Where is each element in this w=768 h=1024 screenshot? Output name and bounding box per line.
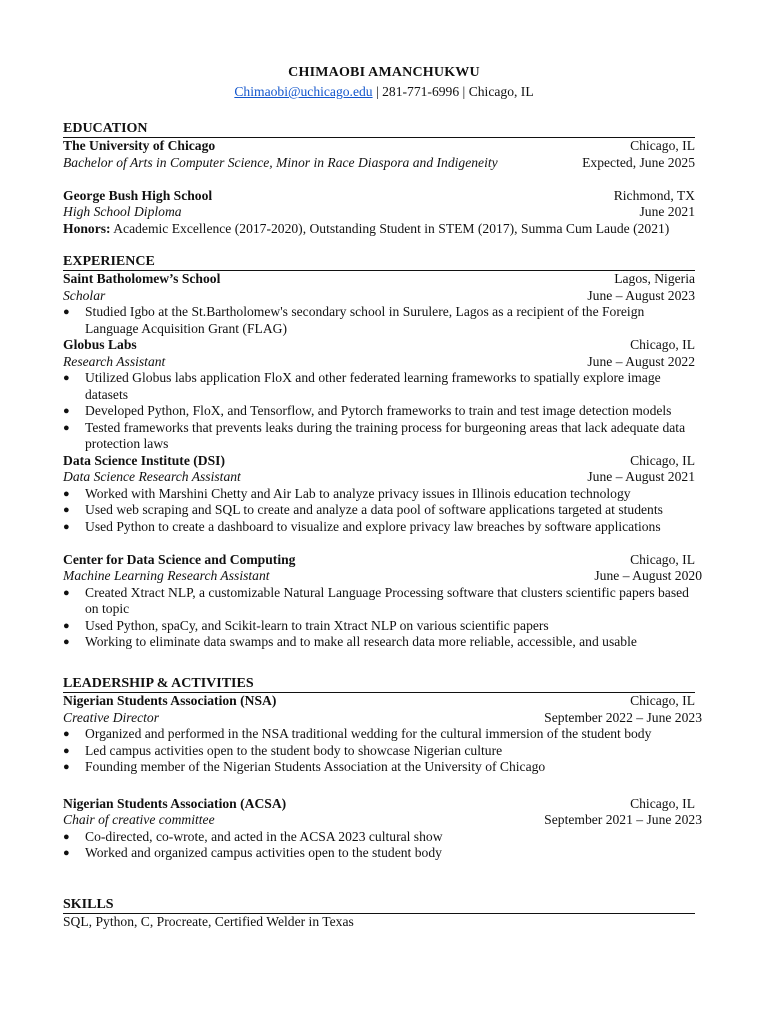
skills-section <box>63 897 695 931</box>
bullet-list <box>63 304 695 337</box>
entry-date: June – August 2021 <box>587 469 695 484</box>
bullet-item: ● Used Python to create a dashboard to visualize and explore privacy law breaches by software applications <box>63 519 695 536</box>
bullet-item: ● Used web scraping and SQL to create and analyze a data pool of software applications targeted at students <box>63 502 695 519</box>
bullet-item: ● Studied Igbo at the St.Bartholomew's secondary school in Surulere, Lagos as a recipient of the Foreign Language Acquisition Grant (FLAG) <box>63 304 695 337</box>
entry-date: Expected, June 2025 <box>582 154 695 170</box>
contact-line <box>0 83 768 101</box>
bullet-item: ● Used Python, spaCy, and Scikit-learn to train Xtract NLP on various scientific papers <box>63 618 695 635</box>
entry-role: Machine Learning Research Assistant <box>63 568 270 583</box>
entry-date: June – August 2023 <box>587 287 695 303</box>
leadership-entry <box>63 693 702 776</box>
bullet-list <box>63 585 695 651</box>
bullet-item: ● Worked and organized campus activities open to the student body <box>63 845 695 862</box>
entry-role: Creative Director <box>63 709 160 725</box>
section-title: LEADERSHIP & ACTIVITIES <box>63 676 695 693</box>
experience-entry <box>63 453 695 536</box>
bullet-list <box>63 726 695 776</box>
location: Chicago, IL <box>468 84 534 99</box>
section-title: EXPERIENCE <box>63 254 695 271</box>
entry-date: September 2022 – June 2023 <box>544 709 702 725</box>
experience-entry <box>63 551 702 651</box>
bullet-item: ● Working to eliminate data swamps and to make all research data more reliable, accessible, and usable <box>63 634 695 651</box>
honors-text: Academic Excellence (2017-2020), Outstanding Student in STEM (2017), Summa Cum Laude (2021) <box>110 220 670 236</box>
education-entry <box>63 188 695 238</box>
bullet-item: ● Founding member of the Nigerian Students Association at the University of Chicago <box>63 759 695 776</box>
education-entry <box>63 138 695 171</box>
phone: 281-771-6996 <box>382 84 460 99</box>
bullet-list <box>63 370 695 453</box>
separator: | <box>459 84 469 99</box>
leadership-section <box>63 676 702 862</box>
section-title: EDUCATION <box>63 121 695 138</box>
skills-text: SQL, Python, C, Procreate, Certified Welder in Texas <box>63 914 354 929</box>
email-link[interactable]: Chimaobi@uchicago.edu <box>234 84 373 99</box>
section-title: SKILLS <box>63 897 695 914</box>
candidate-name: CHIMAOBI AMANCHUKWU <box>288 65 480 80</box>
resume-header <box>0 63 768 101</box>
bullet-item: ● Organized and performed in the NSA traditional wedding for the cultural immersion of the student body <box>63 726 695 743</box>
experience-entry <box>63 271 695 337</box>
entry-date: June 2021 <box>639 204 695 219</box>
org-name: Center for Data Science and Computing <box>63 551 296 567</box>
org-name: Nigerian Students Association (ACSA) <box>63 795 287 811</box>
bullet-item: ● Led campus activities open to the student body to showcase Nigerian culture <box>63 743 695 760</box>
entry-role: Chair of creative committee <box>63 812 215 827</box>
entry-role: High School Diploma <box>63 204 182 219</box>
bullet-item: ● Co-directed, co-wrote, and acted in the ACSA 2023 cultural show <box>63 829 695 846</box>
entry-location: Chicago, IL <box>630 551 695 567</box>
leadership-entry <box>63 795 702 862</box>
entry-location: Lagos, Nigeria <box>614 271 695 286</box>
entry-date: June – August 2020 <box>594 568 702 583</box>
bullet-item: ● Created Xtract NLP, a customizable Natural Language Processing software that clusters scientific papers based on topic <box>63 585 695 618</box>
bullet-item: ● Utilized Globus labs application FloX and other federated learning frameworks to spatially explore image datasets <box>63 370 695 403</box>
experience-section <box>63 254 702 651</box>
entry-date: June – August 2022 <box>587 353 695 369</box>
bullet-list <box>63 829 695 862</box>
org-name: The University of Chicago <box>63 138 216 153</box>
entry-role: Data Science Research Assistant <box>63 469 241 484</box>
honors-line <box>63 221 695 238</box>
org-name: Saint Batholomew’s School <box>63 271 221 286</box>
entry-role: Research Assistant <box>63 353 166 369</box>
experience-entry <box>63 337 695 453</box>
bullet-item: ● Worked with Marshini Chetty and Air Lab to analyze privacy issues in Illinois education technology <box>63 486 695 503</box>
honors-label: Honors: <box>63 220 111 236</box>
entry-location: Richmond, TX <box>613 187 695 203</box>
entry-location: Chicago, IL <box>630 452 695 468</box>
entry-role: Scholar <box>63 287 106 303</box>
org-name: Data Science Institute (DSI) <box>63 452 225 468</box>
education-section <box>63 121 695 237</box>
entry-location: Chicago, IL <box>630 138 695 153</box>
entry-location: Chicago, IL <box>630 693 695 708</box>
entry-role: Bachelor of Arts in Computer Science, Minor in Race Diaspora and Indigeneity <box>63 154 498 170</box>
bullet-item: ● Developed Python, FloX, and Tensorflow, and Pytorch frameworks to train and test image detection models <box>63 403 695 420</box>
org-name: Globus Labs <box>63 337 137 352</box>
bullet-item: ● Tested frameworks that prevents leaks during the training process for burgeoning areas that lack adequate data protection laws <box>63 420 695 453</box>
org-name: Nigerian Students Association (NSA) <box>63 693 277 708</box>
entry-location: Chicago, IL <box>630 795 695 811</box>
bullet-list <box>63 486 695 536</box>
entry-date: September 2021 – June 2023 <box>544 812 702 827</box>
entry-location: Chicago, IL <box>630 337 695 352</box>
separator: | <box>372 84 383 99</box>
org-name: George Bush High School <box>63 187 213 203</box>
